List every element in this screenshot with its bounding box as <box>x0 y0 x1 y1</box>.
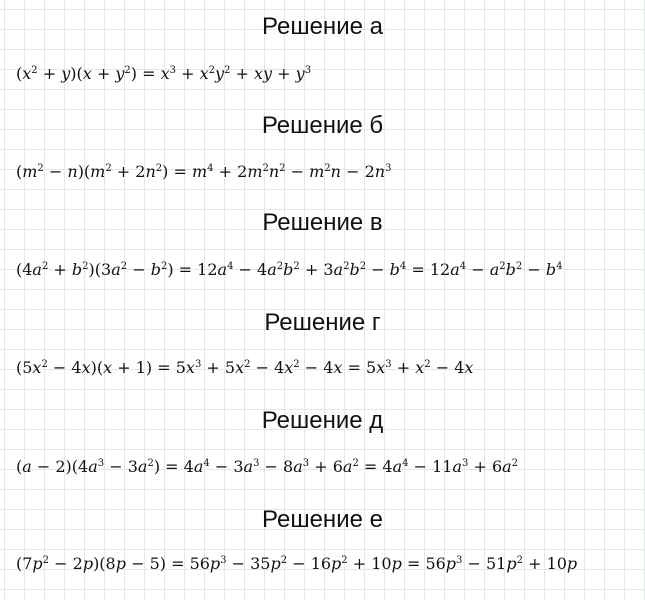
solution-b-heading: Решение б <box>261 112 384 139</box>
solution-v-formula: $(4a^2 + b^2)(3a^2 - b^2) = 12a^4 - 4a^2b^2 + 3a^2b^2 - b^4 = 12a^4 - a^2b^2 - b^4$ <box>16 260 563 279</box>
solution-a-formula: $(x^2 + y)(x + y^2) = x^3 + x^2y^2$ + xy + $y^3$ <box>16 64 312 83</box>
solution-e-heading: Решение е <box>262 506 383 533</box>
solution-a-heading: Решение а <box>262 13 383 40</box>
solution-d-formula: $(a - 2)(4a^3 - 3a^2) = 4a^4 - 3a^3 - 8a^3 + 6a^2 = 4a^4 - 11a^3 + 6a^2$ <box>16 457 519 476</box>
solution-g-formula: $(5x^2 - 4x)(x + 1) = 5x^3 + 5x^2 - 4x^2 - 4x = 5x^3 + x^2 - 4x$ <box>16 358 474 377</box>
solution-g-heading: Решение г <box>264 309 381 336</box>
solution-e-formula: $(7p^2 - 2p)(8p - 5) = 56p^3 - 35p^2 - 16p^2 + 10p = 56p^3 - 51p^2 + 10p$ <box>16 554 578 573</box>
solution-b-formula: $(m^2 - n)(m^2 + 2n^2) = m^4 + 2m^2n^2 - m^2n - 2n^3$ <box>16 162 392 181</box>
solution-d-heading: Решение д <box>261 407 384 434</box>
solution-v-heading: Решение в <box>262 209 383 236</box>
